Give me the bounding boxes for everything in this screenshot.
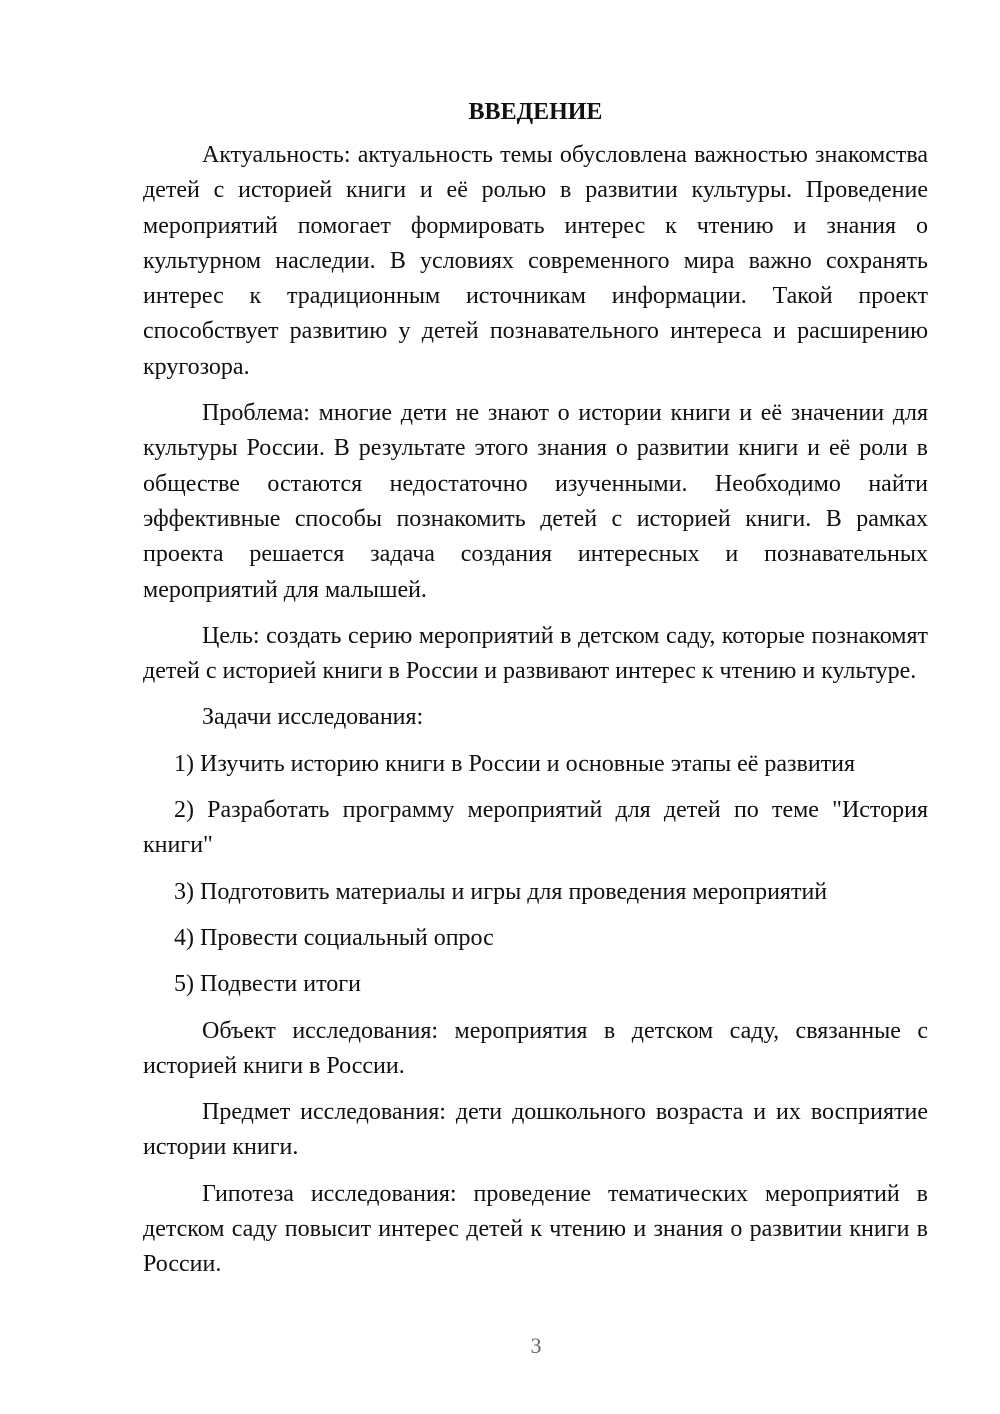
subject-paragraph: Предмет исследования: дети дошкольного возраста и их восприятие истории книги. <box>143 1099 928 1161</box>
page-title: ВВЕДЕНИЕ <box>468 99 603 125</box>
task-item: 4) Провести социальный опрос <box>174 924 494 951</box>
tasks-title: Задачи исследования: <box>202 704 424 731</box>
task-item: 3) Подготовить материалы и игры для проведения мероприятий <box>174 878 828 905</box>
object-paragraph: Объект исследования: мероприятия в детском саду, связанные с историей книги в России. <box>143 1017 928 1079</box>
task-item: 5) Подвести итоги <box>174 971 361 998</box>
task-item: 1) Изучить историю книги в России и основные этапы её развития <box>174 750 856 777</box>
goal-paragraph: Цель: создать серию мероприятий в детском саду, которые познакомят детей с историей книги в России и развивают интерес к чтению и культуре. <box>143 622 928 685</box>
hypothesis-paragraph: Гипотеза исследования: проведение тематических мероприятий в детском саду повысит интерес детей к чтению и знания о развитии книги в России. <box>143 1180 928 1278</box>
relevance-paragraph: Актуальность: актуальность темы обусловлена важностью знакомства детей с историей книги и её ролью в развитии культуры. Проведение мероприятий помогает формировать интерес к чтению и знания о культурном наследии. В условиях современного мира важно сохранять интерес к традиционным источникам информации. Такой проект способствует развитию у детей познавательного интереса и расширению кругозора. <box>143 142 928 380</box>
problem-paragraph: Проблема: многие дети не знают о истории книги и её значении для культуры России. В результате этого знания о развитии книги и её роли в обществе остаются недостаточно изученными. Необходимо найти эффективные способы познакомить детей с историей книги. В рамках проекта решается задача создания интересных и познавательных мероприятий для малышей. <box>143 400 928 603</box>
document-body <box>143 95 928 1294</box>
task-item: 2) Разработать программу мероприятий для детей по теме "История книги" <box>143 797 928 859</box>
page-number: 3 <box>530 1333 542 1358</box>
